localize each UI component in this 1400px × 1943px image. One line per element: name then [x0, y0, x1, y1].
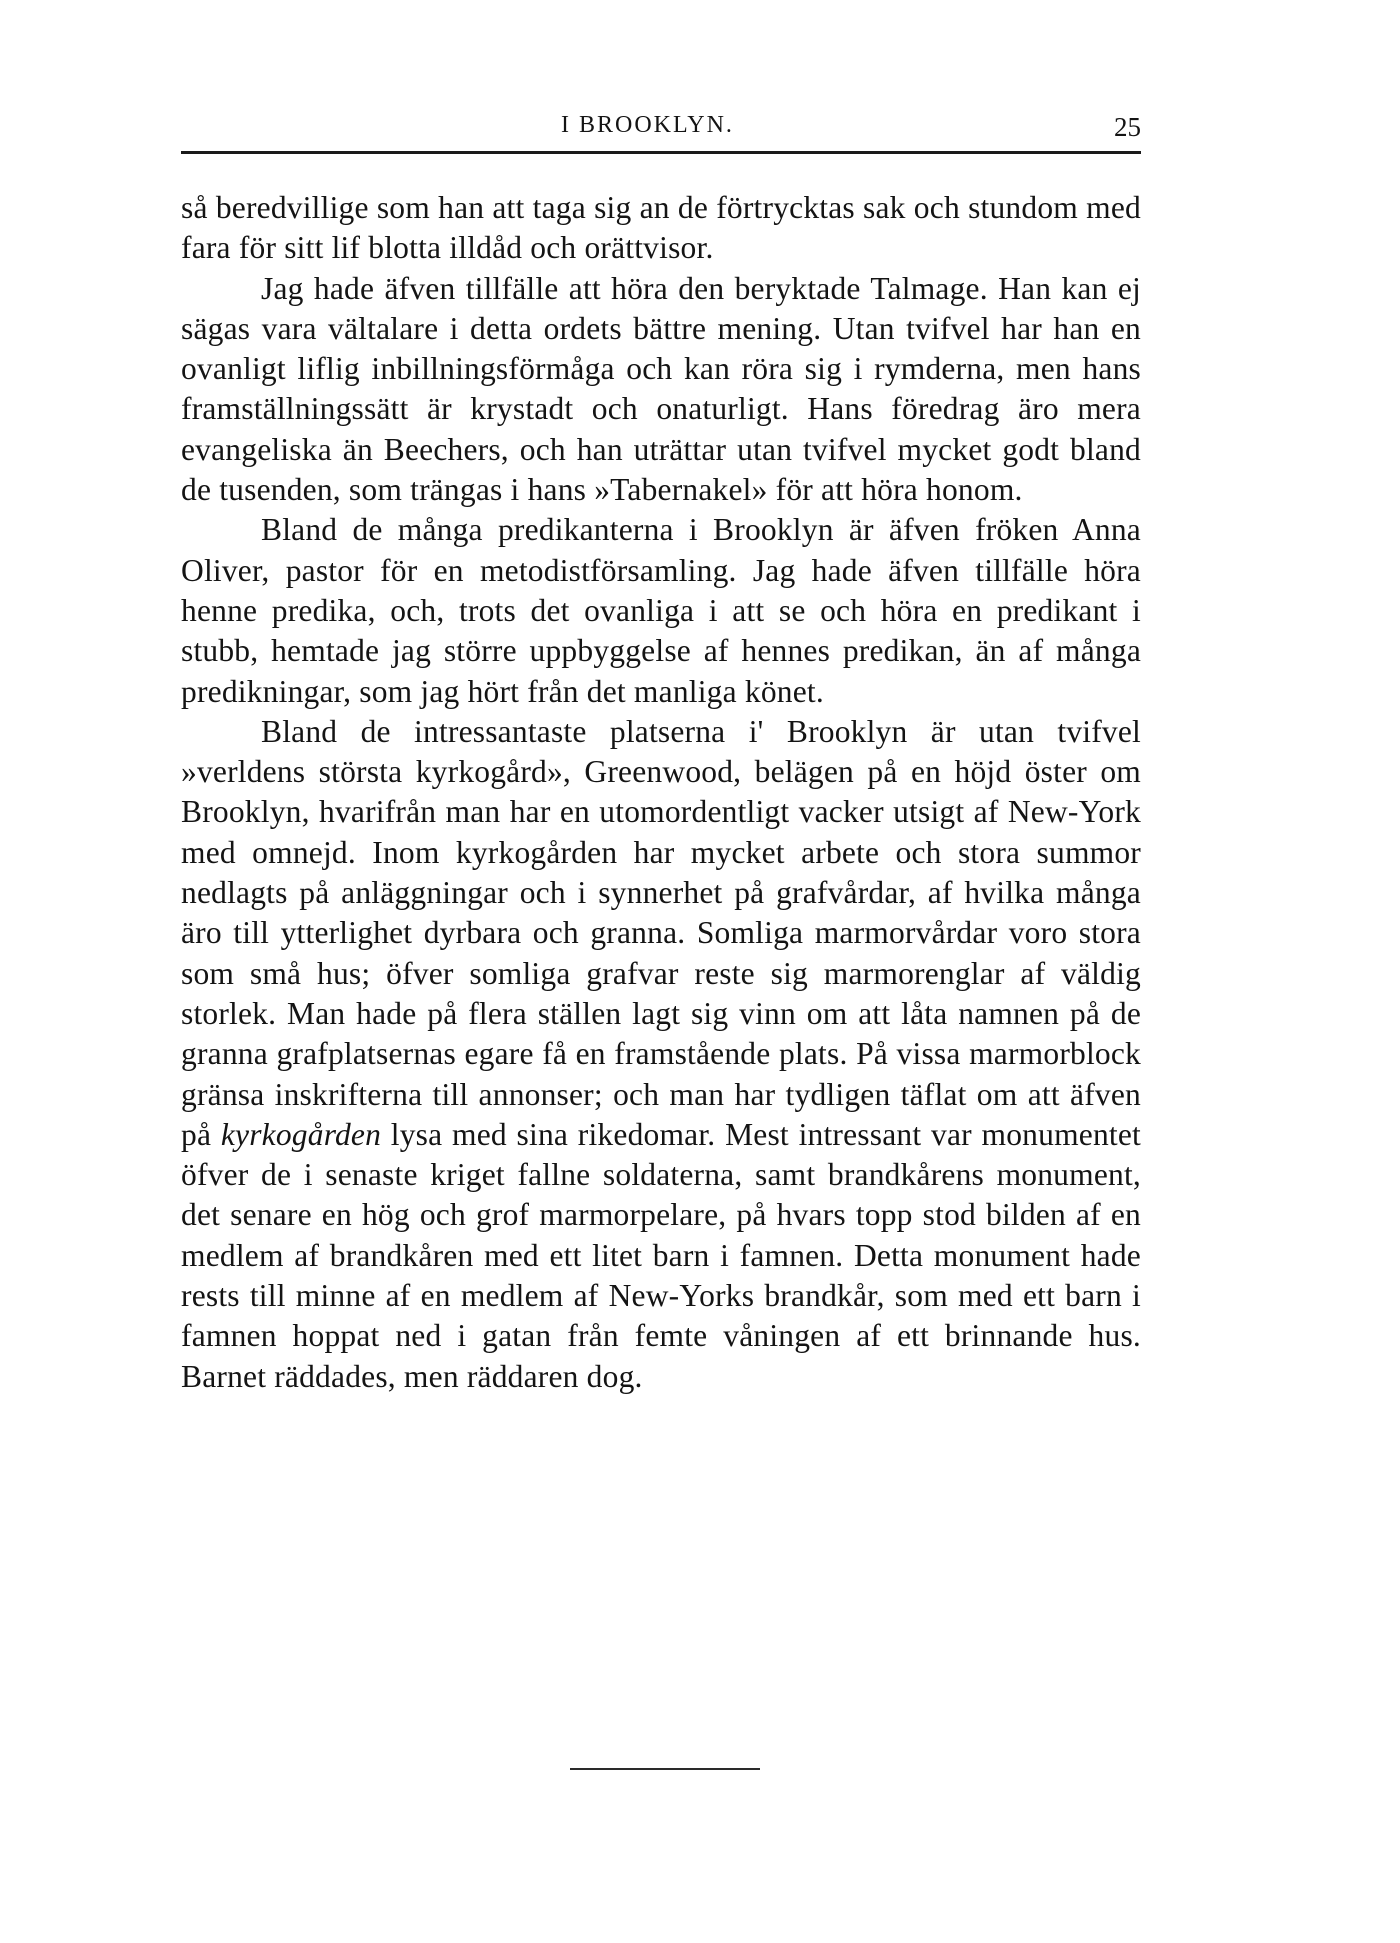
- running-title: I BROOKLYN.: [561, 112, 734, 138]
- running-head: [181, 112, 1141, 150]
- header-rule: [181, 151, 1141, 154]
- body-text: [181, 188, 1141, 1397]
- paragraph-greenwood: [181, 712, 1141, 1397]
- paragraph-greenwood-text-before: Bland de intressantaste platserna i' Brooklyn är utan tvifvel »verldens största kyrkogård», Greenwood, belägen på en höjd öster om Brooklyn, hvarifrån man har en utomordentligt vacker utsigt af New-York med omnejd. Inom kyrkogården har mycket arbete och stora summor nedlagts på anläggningar och i synnerhet på grafvårdar, af hvilka många äro till ytterlighet dyrbara och granna. Somliga marmorvårdar voro stora som små hus; öfver somliga grafvar reste sig marmorenglar af väldig storlek. Man hade på flera ställen lagt sig vinn om att låta namnen på de granna grafplatsernas egare få en framstående plats. På vissa marmorblock gränsa inskrifterna till annonser; och man har tydligen täflat om att äfven på: [181, 713, 1141, 1152]
- end-rule: [570, 1768, 760, 1770]
- paragraph-anna-oliver: Bland de många predikanterna i Brooklyn är äfven fröken Anna Oliver, pastor för en metodistförsamling. Jag hade äfven tillfälle höra henne predika, och, trots det ovanliga i att se och höra en predikant i stubb, hemtade jag större uppbyggelse af hennes predikan, än af många predikningar, som jag hört från det manliga könet.: [181, 512, 1141, 709]
- page-number: 25: [1114, 112, 1141, 142]
- paragraph-talmage: Jag hade äfven tillfälle att höra den beryktade Talmage. Han kan ej sägas vara vältalare i detta ordets bättre mening. Utan tvifvel har han en ovanligt liflig inbillningsförmåga och kan röra sig i rymderna, men hans framställningssätt är krystadt och onaturligt. Hans föredrag äro mera evangeliska än Beechers, och han uträttar utan tvifvel mycket godt bland de tusenden, som trängas i hans »Tabernakel» för att höra honom.: [181, 270, 1141, 508]
- paragraph-greenwood-emphasis: kyrkogården: [220, 1116, 382, 1152]
- paragraph-greenwood-text-after: lysa med sina rikedomar. Mest intressant var monumentet öfver de i senaste kriget fallne soldaterna, samt brandkårens monument, det senare en hög och grof marmorpelare, på hvars topp stod bilden af en medlem af brandkåren med ett litet barn i famnen. Detta monument hade rests till minne af en medlem af New-Yorks brandkår, som med ett barn i famnen hoppat ned i gatan från femte våningen af ett brinnande hus. Barnet räddades, men räddaren dog.: [181, 1116, 1141, 1394]
- paragraph-continuation: så beredvillige som han att taga sig an de förtrycktas sak och stundom med fara för sitt lif blotta illdåd och orättvisor.: [181, 190, 1141, 266]
